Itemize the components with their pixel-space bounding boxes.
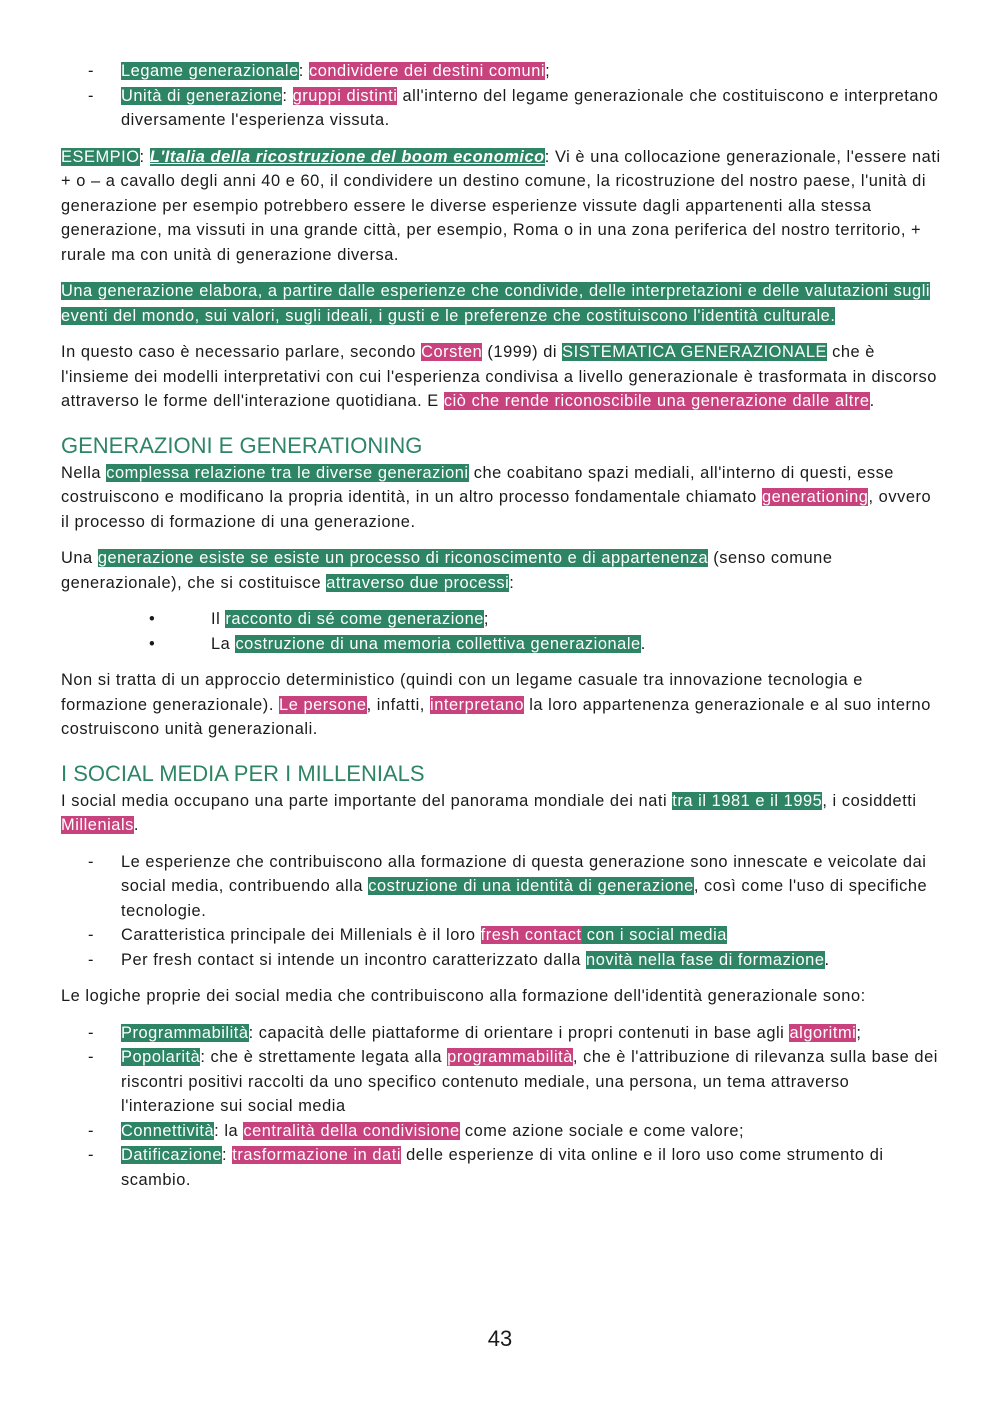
list-marker: - (88, 926, 95, 944)
bullet-marker: • (149, 634, 156, 653)
text-run: , i cosiddetti (822, 791, 917, 810)
highlight-term: gruppi distinti (292, 86, 398, 105)
highlight-term: trasformazione in dati (232, 1146, 402, 1164)
list-item (61, 850, 941, 924)
bullet-marker: • (149, 610, 156, 628)
text-run: . (133, 816, 140, 834)
highlight-term: fresh contact (480, 926, 582, 944)
text-run: , così come l'uso di specifiche tecnologie. (121, 877, 928, 920)
highlight-term: programmabilità (447, 1048, 573, 1066)
highlight-term: generationing (761, 488, 869, 506)
highlight-term: Legame generazionale (121, 62, 299, 80)
text-run: Le esperienze che contribuiscono alla formazione di questa generazione sono innescate e veicolate dai social media, contribuendo alla (121, 852, 927, 895)
list-marker: - (88, 1023, 95, 1042)
list-item (61, 84, 941, 133)
text-run: Per fresh contact si intende un incontro caratterizzato dalla (121, 950, 587, 969)
esempio-title: L'Italia della ricostruzione del boom economico (149, 147, 545, 166)
highlight-term: costruzione di una memoria collettiva generazionale (235, 634, 641, 653)
esempio-label: ESEMPIO (61, 147, 140, 166)
highlight-term: condividere dei destini comuni (308, 62, 546, 80)
highlight-term: Unità di generazione (121, 86, 283, 105)
highlight-term: Millenials (61, 816, 134, 834)
paragraph (61, 546, 941, 595)
list-item (61, 1045, 941, 1119)
highlight-term: novità nella fase di formazione (586, 950, 825, 969)
section-heading: GENERAZIONI E GENERATIONING (61, 432, 423, 458)
paragraph (61, 668, 941, 742)
list-item (61, 948, 941, 973)
list-marker: - (88, 1121, 95, 1140)
list-item (61, 923, 941, 948)
list-marker: - (88, 1146, 95, 1164)
highlight-term: ciò che rende riconoscibile una generazione dalle altre (443, 392, 870, 410)
page-number: 43 (487, 1326, 513, 1351)
list-item (61, 59, 941, 84)
text-run: che coabitano spazi mediali, all'interno di questi, esse costruiscono e modificano la propria identità, in un altro processo fondamentale chiamato (61, 463, 894, 506)
highlighted-paragraph (61, 279, 941, 328)
text-run: : (282, 86, 293, 105)
text-run: : Vi è una collocazione generazionale, l'essere nati + o – a cavallo degli anni 40 e 60, il condividere un destino comune, la ricostruzione del nostro paese, l'unità di generazione per esempio potrebbero essere le diverse esperienze vissute dagli appartenenti alla stessa generazione, ma vissuti in una grande città, per esempio, Roma o in una zona periferica del nostro territorio, + rurale ma con unità di generazione diversa. (61, 147, 941, 264)
highlight-term: attraverso due processi (326, 573, 510, 592)
text-run: In questo caso è necessario parlare, secondo (61, 343, 422, 361)
text-run: : (298, 62, 309, 80)
text-run: : capacità delle piattaforme di orientare i propri contenuti in base agli (248, 1023, 790, 1042)
paragraph (61, 461, 941, 535)
highlight-term: racconto di sé come generazione (225, 610, 484, 628)
highlight-term: tra il 1981 e il 1995 (672, 791, 823, 810)
highlight-term: generazione esiste se esiste un processo di riconoscimento e di appartenenza (97, 549, 709, 567)
list-item (61, 607, 941, 632)
text-run: , infatti, (366, 695, 431, 714)
text-run: che è l'insieme dei modelli interpretativi con cui l'esperienza condivisa a livello generazionale è trasformata in discorso attraverso le forme dell'interazione quotidiana. E (61, 343, 937, 410)
text-run: Caratteristica principale dei Millenials è il loro (121, 926, 481, 944)
text-run: Una (61, 549, 98, 567)
esempio-paragraph (61, 145, 941, 268)
paragraph (61, 789, 941, 838)
highlight-term: Una generazione elabora, a partire dalle esperienze che condivide, delle interpretazioni e delle valutazioni sugli eventi del mondo, sui valori, sugli ideali, i gusti e le preferenze che costituiscono l'identità culturale. (61, 282, 931, 325)
highlight-term: interpretano (430, 695, 525, 714)
text-run: I social media occupano una parte importante del panorama mondiale dei nati (61, 791, 673, 810)
text-run: : (222, 1146, 233, 1164)
highlight-term: Corsten (421, 343, 483, 361)
text-run: (senso comune generazionale), che si costituisce (61, 549, 833, 592)
text-run: . (640, 634, 646, 653)
text-run: . (824, 950, 830, 969)
text-run: La (211, 634, 236, 653)
list-item (61, 1143, 941, 1192)
highlight-term: complessa relazione tra le diverse generazioni (106, 463, 469, 482)
highlight-term: Datificazione (121, 1146, 222, 1164)
text-run: come azione sociale e come valore; (459, 1121, 745, 1140)
text-run: Nella (61, 463, 107, 482)
highlight-term: Popolarità (121, 1048, 201, 1066)
text-run: : che è strettamente legata alla (200, 1048, 448, 1066)
paragraph: Le logiche proprie dei social media che contribuiscono alla formazione dell'identità generazionale sono: (61, 987, 866, 1005)
list-marker: - (88, 1048, 95, 1066)
list-item (61, 1119, 941, 1144)
text-run: ; (483, 610, 490, 628)
highlight-term: Le persone (279, 695, 367, 714)
millenials-list (61, 850, 941, 973)
text-run: Il (211, 610, 226, 628)
text-run: : la (214, 1121, 244, 1140)
text-run: (1999) di (482, 343, 563, 361)
highlight-term: Connettività (121, 1121, 215, 1140)
logiche-list (61, 1021, 941, 1193)
section-heading: I SOCIAL MEDIA PER I MILLENIALS (61, 760, 425, 786)
bullet-list (61, 607, 941, 656)
text-run: la loro appartenenza generazionale e al suo interno costruiscono unità generazionali. (61, 695, 931, 738)
text-run: : (509, 573, 515, 592)
highlight-term: Programmabilità (121, 1023, 249, 1042)
text-run: Non si tratta di un approccio deterministico (quindi con un legame casuale tra innovazione tecnologia e formazione generazionale). (61, 671, 863, 714)
list-marker: - (88, 852, 95, 871)
list-marker: - (88, 62, 95, 80)
highlight-term: con i social media (581, 926, 727, 944)
list-marker: - (88, 950, 95, 969)
intro-list (61, 59, 941, 133)
highlight-term: costruzione di una identità di generazione (368, 877, 694, 895)
list-marker: - (88, 86, 95, 105)
text-run: . (869, 392, 875, 410)
corsten-paragraph (61, 340, 941, 414)
text-run: all'interno del legame generazionale che costituiscono e interpretano diversamente l'esperienza vissuta. (121, 86, 939, 129)
highlight-term: SISTEMATICA GENERAZIONALE (562, 343, 827, 361)
list-item (61, 1021, 941, 1046)
text-run: ; (545, 62, 551, 80)
text-run: ; (856, 1023, 862, 1042)
highlight-term: centralità della condivisione (243, 1121, 460, 1140)
list-item (61, 632, 941, 657)
page-content (61, 59, 941, 1204)
text-run: : (139, 147, 150, 166)
text-run: , ovvero il processo di formazione di una generazione. (61, 488, 932, 531)
highlight-term: algoritmi (789, 1023, 857, 1042)
text-run: , che è l'attribuzione di rilevanza sulla base dei riscontri positivi raccolti da uno specifico contenuto mediale, una persona, un tema attraverso l'interazione sui social media (121, 1048, 938, 1115)
text-run: delle esperienze di vita online e il loro uso come strumento di scambio. (121, 1146, 884, 1189)
